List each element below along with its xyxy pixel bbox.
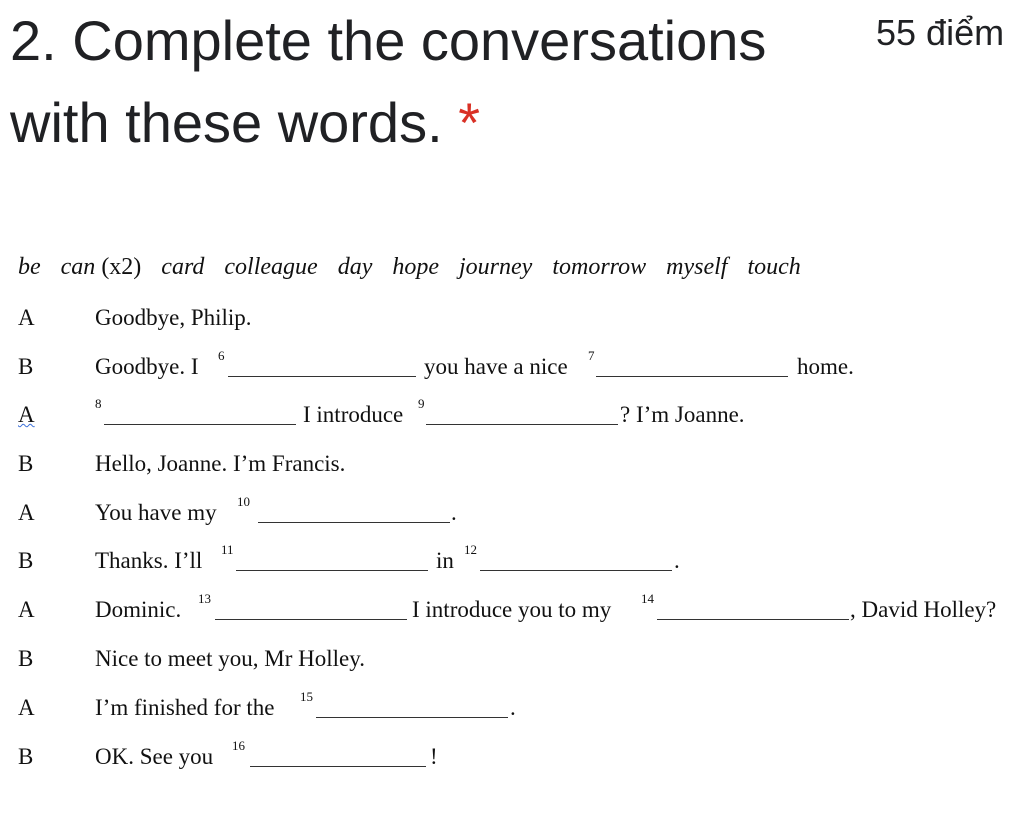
dialogue-text: home. — [797, 354, 854, 379]
question-title-line2: with these words. — [10, 91, 443, 154]
speaker-label: B — [18, 548, 34, 573]
points-label: 55 điểm — [876, 12, 1005, 53]
dialogue-text: Thanks. I’ll — [95, 548, 203, 573]
dialogue-text: ? I’m Joanne. — [620, 402, 745, 427]
blank-number: 15 — [300, 689, 313, 704]
answer-blank-11[interactable] — [236, 548, 428, 571]
blank-number: 8 — [95, 396, 102, 411]
answer-blank-8[interactable] — [104, 402, 296, 425]
speaker-label: A — [18, 597, 35, 622]
answer-blank-9[interactable] — [426, 402, 618, 425]
answer-blank-14[interactable] — [657, 597, 849, 620]
blank-number: 14 — [641, 591, 654, 606]
dialogue-text: Hello, Joanne. I’m Francis. — [95, 451, 346, 476]
speaker-label: B — [18, 354, 34, 379]
dialogue-text: . — [510, 695, 516, 720]
answer-blank-13[interactable] — [215, 597, 407, 620]
blank-number: 13 — [198, 591, 211, 606]
answer-blank-15[interactable] — [316, 695, 508, 718]
word-card: card — [161, 254, 205, 280]
dialogue-text: OK. See you — [95, 744, 214, 769]
dialogue-text: Goodbye. I — [95, 354, 199, 379]
speaker-label: A — [18, 402, 35, 427]
dialogue-text: , David Holley? — [850, 597, 997, 622]
question-title-line1: 2. Complete the conversations — [10, 9, 767, 72]
dialogue-text: I’m finished for the — [95, 695, 275, 720]
blank-number: 11 — [221, 542, 234, 557]
speaker-label: B — [18, 646, 34, 671]
dialogue-text: Nice to meet you, Mr Holley. — [95, 646, 365, 671]
dialogue-text: I introduce — [303, 402, 404, 427]
speaker-label: B — [18, 744, 34, 769]
question-title — [10, 0, 850, 164]
answer-blank-7[interactable] — [596, 354, 788, 377]
dialogue-text: Dominic. — [95, 597, 182, 622]
word-hope: hope — [392, 254, 440, 280]
word-day: day — [337, 254, 373, 280]
answer-blank-16[interactable] — [250, 744, 426, 767]
word-journey: journey — [459, 254, 533, 280]
speaker-label: A — [18, 305, 35, 330]
word-be: be — [18, 254, 41, 280]
blank-number: 12 — [464, 542, 477, 557]
required-asterisk: * — [458, 91, 480, 154]
word-colleague: colleague — [224, 254, 318, 280]
dialogue-text: Goodbye, Philip. — [95, 305, 252, 330]
blank-number: 6 — [218, 348, 225, 363]
word-can-count: (x2) — [101, 254, 142, 280]
speaker-label: B — [18, 451, 34, 476]
word-bank — [18, 254, 821, 281]
dialogue-text: ! — [430, 744, 438, 769]
dialogue-text: you have a nice — [424, 354, 568, 379]
answer-blank-12[interactable] — [480, 548, 672, 571]
dialogue-text: I introduce you to my — [412, 597, 612, 622]
speaker-label: A — [18, 500, 35, 525]
dialogue-text: . — [451, 500, 457, 525]
answer-blank-10[interactable] — [258, 500, 450, 523]
word-touch: touch — [747, 254, 801, 280]
word-can: can — [60, 254, 96, 280]
dialogue-text: in — [436, 548, 454, 573]
blank-number: 7 — [588, 348, 595, 363]
word-tomorrow: tomorrow — [552, 254, 647, 280]
answer-blank-6[interactable] — [228, 354, 416, 377]
speaker-label: A — [18, 695, 35, 720]
dialogue-text: You have my — [95, 500, 217, 525]
blank-number: 9 — [418, 396, 425, 411]
blank-number: 10 — [237, 494, 250, 509]
word-myself: myself — [666, 254, 728, 280]
blank-number: 16 — [232, 738, 245, 753]
dialogue-text: . — [674, 548, 680, 573]
